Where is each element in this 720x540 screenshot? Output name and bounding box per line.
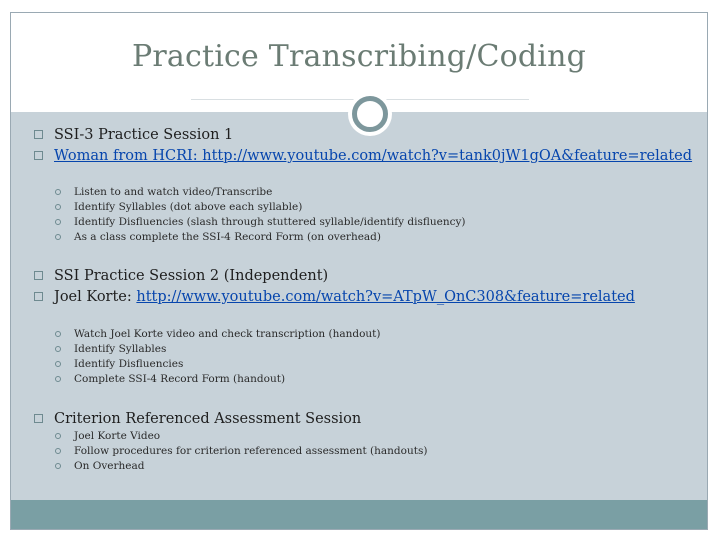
sub-bullet-text: Identify Syllables (dot above each syllable)	[74, 201, 303, 213]
slide	[10, 12, 708, 530]
bullet-ssi-session2	[34, 267, 328, 285]
sub-bullet-text: Complete SSI-4 Record Form (handout)	[74, 373, 286, 385]
circle-bullet-icon	[55, 346, 61, 352]
square-bullet-icon	[34, 130, 43, 139]
circle-bullet-icon	[55, 448, 61, 454]
circle-bullet-icon	[55, 433, 61, 439]
sub-bullet-text: Listen to and watch video/Transcribe	[74, 186, 273, 198]
woman-hcri-link[interactable]: Woman from HCRI: http://www.youtube.com/watch?v=tank0jW1gOA&feature=related	[54, 148, 693, 164]
sub-bullet-text: As a class complete the SSI-4 Record Form (on overhead)	[74, 231, 381, 243]
bullet-text: SSI-3 Practice Session 1	[54, 127, 234, 143]
sub-bullet-text: Identify Disfluencies (slash through stuttered syllable/identify disfluency)	[74, 216, 466, 228]
sub-bullet-text: Follow procedures for criterion referenced assessment (handouts)	[74, 445, 428, 457]
sub-bullet	[55, 185, 272, 199]
sub-bullet-text: Joel Korte Video	[74, 430, 161, 442]
slide-title: Practice Transcribing/Coding	[131, 39, 587, 74]
bullet-criterion-session	[34, 410, 361, 428]
circle-bullet-icon	[55, 376, 61, 382]
circle-bullet-icon	[55, 219, 61, 225]
square-bullet-icon	[34, 271, 43, 280]
sub-bullet-text: Identify Disfluencies	[74, 358, 184, 370]
circle-bullet-icon	[55, 361, 61, 367]
sub-bullet	[55, 459, 144, 473]
joel-korte-link[interactable]: http://www.youtube.com/watch?v=ATpW_OnC308&feature=related	[136, 289, 635, 305]
square-bullet-icon	[34, 292, 43, 301]
bullet-text: SSI Practice Session 2 (Independent)	[54, 268, 329, 284]
sub-bullet	[55, 372, 285, 386]
sub-bullet	[55, 230, 381, 244]
bullet-text: Criterion Referenced Assessment Session	[54, 411, 362, 427]
circle-bullet-icon	[55, 204, 61, 210]
square-bullet-icon	[34, 414, 43, 423]
circle-bullet-icon	[55, 331, 61, 337]
circle-bullet-icon	[55, 463, 61, 469]
sub-bullet	[55, 200, 302, 214]
sub-bullet	[55, 357, 183, 371]
sub-bullet	[55, 342, 166, 356]
title-area	[11, 13, 707, 99]
ring-ornament-icon	[348, 92, 392, 136]
circle-bullet-icon	[55, 189, 61, 195]
sub-bullet-text: Watch Joel Korte video and check transcription (handout)	[74, 328, 381, 340]
bullet-ssi3-session1	[34, 126, 233, 144]
circle-bullet-icon	[55, 234, 61, 240]
sub-bullet	[55, 444, 427, 458]
sub-bullet-text: On Overhead	[74, 460, 145, 472]
square-bullet-icon	[34, 151, 43, 160]
ring-inner	[352, 96, 388, 132]
sub-bullet	[55, 215, 466, 229]
bullet-woman-hcri	[34, 147, 692, 165]
sub-bullet	[55, 429, 160, 443]
footer-bar	[11, 500, 707, 529]
sub-bullet	[55, 327, 381, 341]
bullet-prefix: Joel Korte:	[54, 289, 137, 305]
bullet-joel-korte	[34, 288, 635, 306]
sub-bullet-text: Identify Syllables	[74, 343, 167, 355]
